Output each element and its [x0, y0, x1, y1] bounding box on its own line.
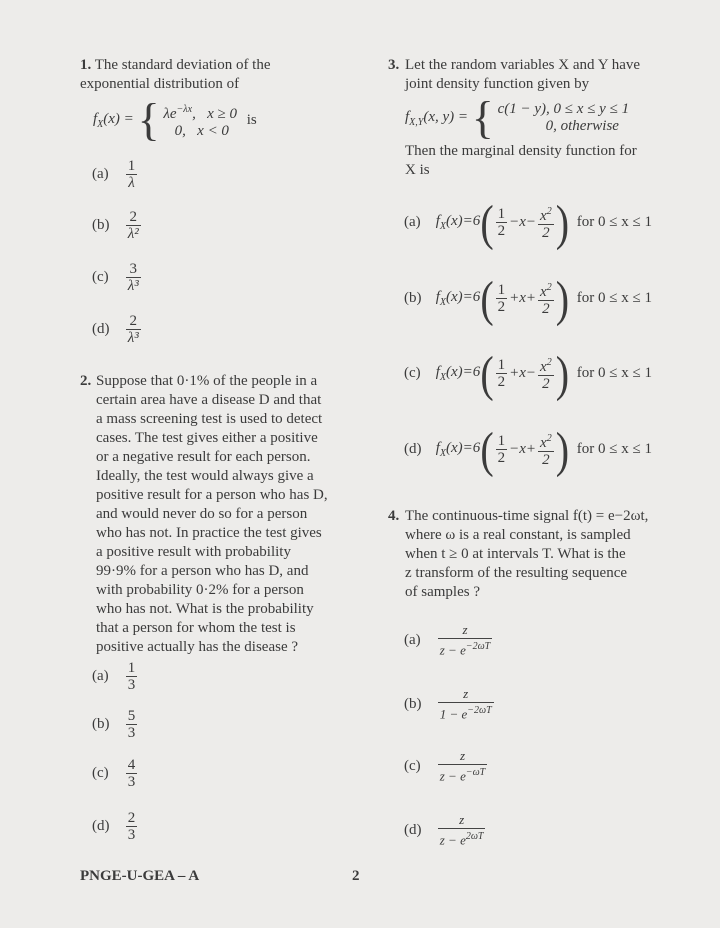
q4-option-c[interactable] — [404, 748, 489, 784]
q4-option-a[interactable] — [404, 622, 494, 658]
option-label: (b) — [404, 695, 422, 712]
denominator-base: 1 − e — [439, 706, 468, 722]
option-fraction — [126, 261, 141, 294]
question-3-line: joint density function given by — [405, 76, 590, 92]
numerator: 4 — [127, 757, 136, 773]
q4-option-b[interactable] — [404, 686, 496, 722]
question-3-continuation — [405, 142, 660, 180]
option-expression: −x+ — [509, 441, 537, 457]
option-expression: +x+ — [509, 290, 537, 306]
q3-option-d[interactable]: (d) $f_X(x)=6$( $\frac{1}{2}$ −x+ $\frac{x^2}{2}$ ) for 0 ≤ x ≤ 1 — [404, 420, 653, 477]
option-label: (a) — [92, 165, 109, 182]
option-label: (d) — [404, 440, 422, 457]
question-2-line: who has not. What is the probability — [96, 601, 314, 617]
question-2-line: or a negative result for each person. — [96, 449, 311, 465]
denominator: λ² — [127, 226, 139, 242]
option-range: for 0 ≤ x ≤ 1 — [576, 441, 653, 457]
option-fraction — [126, 209, 141, 242]
option-label: (a) — [92, 667, 109, 684]
option-fraction — [438, 686, 494, 722]
q2-option-c[interactable] — [92, 757, 139, 790]
numerator: 2 — [129, 209, 137, 225]
option-label: (d) — [404, 821, 422, 838]
denominator: 3 — [127, 725, 136, 741]
q2-option-b[interactable] — [92, 708, 139, 741]
footer-code: PNGE-U-GEA – A — [80, 868, 200, 884]
denominator-exponent: 2ωT — [465, 831, 484, 842]
question-2-line: that a person for whom the test is — [96, 620, 296, 636]
numerator: 2 — [127, 810, 136, 826]
option-label: (d) — [92, 320, 110, 337]
question-4-line: The continuous-time signal f(t) = e−2ωt, — [405, 508, 649, 524]
denominator: 3 — [127, 827, 136, 843]
question-3-line: Then the marginal density function for — [405, 143, 637, 159]
formula-case-1: c(1 − y), 0 ≤ x ≤ y ≤ 1 — [497, 101, 630, 117]
denominator-exponent: −2ωT — [465, 641, 491, 652]
question-4-line: when t ≥ 0 at intervals T. What is the — [405, 546, 626, 562]
question-3-line: X is — [405, 162, 430, 178]
question-2-line: certain area have a disease D and that — [96, 392, 322, 408]
denominator: λ³ — [127, 330, 139, 346]
question-1 — [80, 56, 340, 94]
numerator: z — [459, 748, 466, 763]
option-fraction — [438, 622, 492, 658]
denominator: 3 — [127, 677, 136, 693]
option-fraction — [126, 313, 141, 346]
option-label: (b) — [404, 289, 422, 306]
question-4 — [388, 507, 658, 602]
q3-option-b[interactable]: (b) $f_X(x)=6$( $\frac{1}{2}$ +x+ $\frac{x^2}{2}$ ) for 0 ≤ x ≤ 1 — [404, 269, 653, 326]
numerator: 1 — [127, 660, 136, 676]
question-1-formula: $f_X(x)$ = { $\lambda e^{-\lambda x}$, x ≥ 0 0, x < 0 is — [93, 94, 257, 145]
denominator-base: z − e — [439, 642, 466, 658]
question-2-line: with probability 0·2% for a person — [96, 582, 304, 598]
q2-option-a[interactable] — [92, 660, 139, 693]
numerator: z — [462, 622, 468, 637]
question-3-number: 3. — [388, 57, 400, 73]
numerator: 3 — [129, 261, 137, 277]
option-range: for 0 ≤ x ≤ 1 — [576, 214, 653, 230]
question-2-text — [96, 372, 342, 657]
option-label: (d) — [92, 817, 110, 834]
question-1-text: The standard deviation of the exponential distribution of — [80, 57, 271, 92]
question-2-line: Suppose that 0·1% of the people in a — [96, 373, 318, 389]
question-4-line: z transform of the resulting sequence — [405, 565, 628, 581]
numerator: z — [459, 812, 465, 827]
question-3-line: Let the random variables X and Y have — [405, 57, 641, 73]
option-range: for 0 ≤ x ≤ 1 — [576, 365, 653, 381]
denominator-base: z − e — [439, 832, 466, 848]
option-label: (c) — [92, 268, 109, 285]
option-fraction — [126, 158, 138, 191]
q2-option-d[interactable] — [92, 810, 139, 843]
question-2-line: and would never do so for a person — [96, 506, 308, 522]
denominator: λ³ — [127, 278, 139, 294]
option-expression: −x− — [509, 214, 537, 230]
question-4-number: 4. — [388, 508, 400, 524]
question-2 — [80, 372, 342, 657]
q3-option-c[interactable]: (c) $f_X(x)=6$( $\frac{1}{2}$ +x− $\frac{x^2}{2}$ ) for 0 ≤ x ≤ 1 — [404, 344, 653, 401]
page-number: 2 — [352, 868, 360, 884]
option-fraction — [438, 812, 486, 848]
denominator: 3 — [127, 774, 136, 790]
option-label: (a) — [404, 213, 421, 230]
question-3-formula: $f_{X,Y}(x$, y) = { c(1 − y), 0 ≤ x ≤ y ≤ 1 0, otherwise — [405, 92, 630, 143]
q1-option-b[interactable] — [92, 209, 143, 242]
option-fraction — [126, 708, 138, 741]
option-label: (c) — [404, 364, 421, 381]
option-fraction — [126, 660, 138, 693]
question-2-line: a mass screening test is used to detect — [96, 411, 323, 427]
denominator-exponent: −ωT — [465, 767, 486, 778]
question-2-line: 99·9% for a person who has D, and — [96, 563, 309, 579]
q3-option-a[interactable]: (a) $f_X(x)=6$( $\frac{1}{2}$ −x− $\frac{x^2}{2}$ ) for 0 ≤ x ≤ 1 — [404, 193, 653, 250]
denominator-exponent: −2ωT — [467, 705, 492, 716]
question-4-line: of samples ? — [405, 584, 480, 600]
question-2-line: Ideally, the test would always give a — [96, 468, 314, 484]
option-label: (b) — [92, 715, 110, 732]
option-expression: +x− — [509, 365, 537, 381]
question-4-line: where ω is a real constant, is sampled — [405, 527, 631, 543]
denominator: λ — [126, 174, 138, 191]
option-fraction — [126, 757, 138, 790]
question-2-line: who has not. In practice the test gives — [96, 525, 322, 541]
option-range: for 0 ≤ x ≤ 1 — [576, 290, 653, 306]
question-2-line: positive result for a person who has D, — [96, 487, 328, 503]
option-fraction — [438, 748, 487, 784]
option-label: (a) — [404, 631, 421, 648]
numerator: 1 — [127, 158, 136, 174]
denominator-base: z − e — [439, 768, 466, 784]
option-label: (c) — [92, 764, 109, 781]
option-label: (b) — [92, 216, 110, 233]
question-3 — [388, 56, 658, 94]
option-label: (c) — [404, 757, 421, 774]
question-2-line: a positive result with probability — [96, 544, 291, 560]
option-fraction — [126, 810, 138, 843]
q4-option-d[interactable] — [404, 812, 487, 848]
q1-option-c[interactable] — [92, 261, 143, 294]
question-2-line: cases. The test gives either a positive — [96, 430, 318, 446]
question-1-is: is — [246, 111, 257, 128]
q1-option-a[interactable] — [92, 158, 139, 191]
question-2-line: positive actually has the disease ? — [96, 639, 299, 655]
question-1-number: 1. — [80, 57, 92, 73]
q1-option-d[interactable] — [92, 313, 143, 346]
formula-case-2: 0, otherwise — [545, 118, 619, 134]
numerator: 5 — [127, 708, 136, 724]
question-2-number: 2. — [80, 373, 92, 389]
numerator: 2 — [129, 313, 137, 329]
numerator: z — [463, 686, 469, 701]
